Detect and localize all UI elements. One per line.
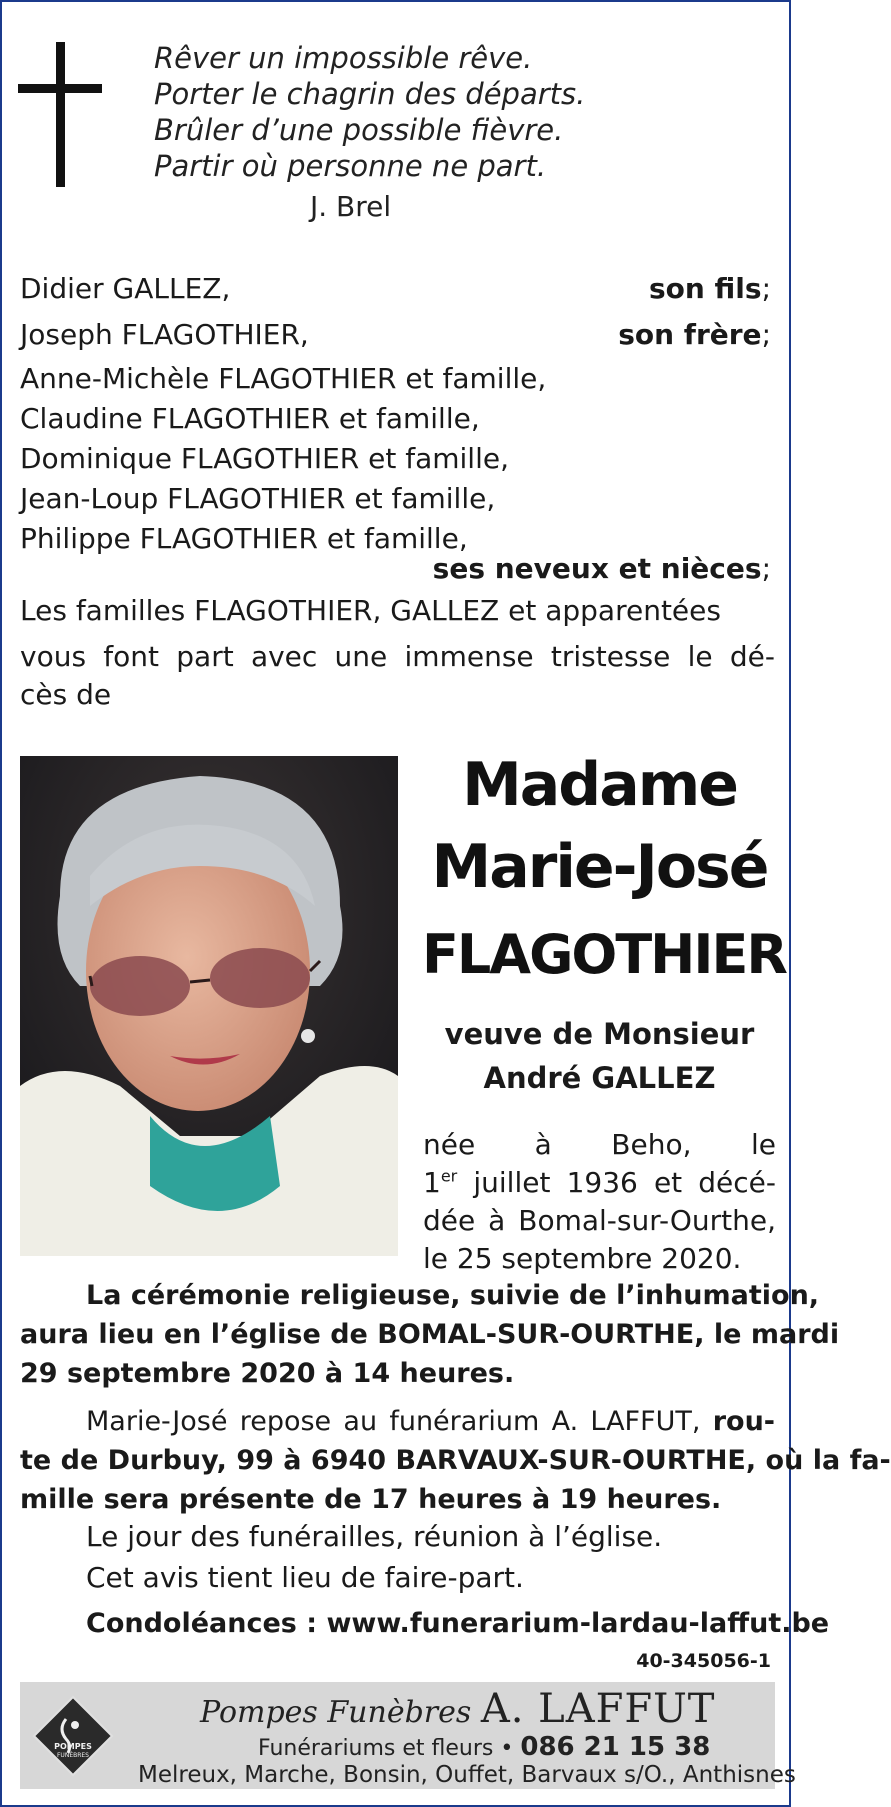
- nephews-relation: ses neveux et nièces: [432, 552, 762, 585]
- notice-line: Cet avis tient lieu de faire-part.: [86, 1561, 524, 1594]
- brother-relation: son frère: [618, 318, 762, 351]
- announce-line: cès de: [20, 678, 112, 711]
- semicolon: ;: [761, 318, 771, 351]
- cross-icon: [18, 42, 102, 187]
- birth-line: née à Beho, le: [423, 1128, 776, 1161]
- poem-author: J. Brel: [310, 190, 392, 223]
- poem-line: Partir où personne ne part.: [154, 149, 547, 183]
- funeral-home-label: Pompes Funèbres: [200, 1695, 481, 1730]
- reference-code: 40-345056-1: [636, 1650, 771, 1672]
- semicolon: ;: [761, 552, 771, 585]
- condolences-line[interactable]: Condoléances : www.funerarium-lardau-laffut.be: [86, 1608, 830, 1639]
- ceremony-line: 29 septembre 2020 à 14 heures.: [20, 1358, 515, 1389]
- rest-line: Marie-José repose au funérarium A. LAFFUT,: [86, 1406, 713, 1437]
- birth-rest: juillet 1936 et décé-: [457, 1166, 776, 1199]
- poem-line: Rêver un impossible rêve.: [154, 41, 533, 75]
- portrait-image: [20, 756, 398, 1256]
- funeral-home-footer: [20, 1682, 796, 1789]
- ceremony-line: aura lieu en l’église de BOMAL-SUR-OURTHE, le mardi: [20, 1319, 840, 1350]
- funeral-home-name: [200, 1686, 715, 1732]
- nephew-line: Claudine FLAGOTHIER et famille,: [20, 402, 480, 435]
- rest-line-bold: rou-: [712, 1406, 775, 1437]
- funeral-home-locations: Melreux, Marche, Bonsin, Ouffet, Barvaux s/O., Anthisnes: [138, 1762, 796, 1788]
- poem-line: Porter le chagrin des départs.: [154, 77, 586, 111]
- rest-paragraph: [20, 1402, 891, 1519]
- ceremony-paragraph: [20, 1276, 840, 1393]
- semicolon: ;: [761, 272, 771, 305]
- funeral-home-brand: A. LAFFUT: [480, 1686, 716, 1732]
- widow-line-1: veuve de Monsieur: [444, 1017, 755, 1051]
- families-line: Les familles FLAGOTHIER, GALLEZ et apparentées: [20, 594, 721, 627]
- portrait-photo: [20, 756, 398, 1256]
- funeral-home-contact: [258, 1732, 710, 1762]
- nephew-line: Philippe FLAGOTHIER et famille,: [20, 522, 468, 555]
- birth-day-suffix: er: [440, 1166, 458, 1186]
- deceased-title: Madame: [462, 750, 737, 820]
- birth-text: [423, 1126, 776, 1278]
- poem: [154, 40, 585, 184]
- logo-text: FUNÈBRES: [56, 1752, 90, 1759]
- birth-line: dée à Bomal-sur-Ourthe,: [423, 1204, 776, 1237]
- phone-number[interactable]: 086 21 15 38: [520, 1732, 711, 1762]
- family-row-son: [20, 270, 771, 308]
- logo-text: POMPES: [54, 1742, 92, 1751]
- announce-line: vous font part avec une immense tristesse le dé-: [20, 640, 775, 673]
- birth-line: [423, 1164, 776, 1202]
- ceremony-line: La cérémonie religieuse, suivie de l’inhumation,: [86, 1280, 820, 1311]
- birth-day: 1: [423, 1166, 441, 1199]
- services-text: Funérariums et fleurs •: [258, 1736, 521, 1761]
- funeral-home-logo-icon: [32, 1695, 114, 1777]
- deceased-first-name: Marie-José: [431, 832, 768, 902]
- rest-line: mille sera présente de 17 heures à 19 heures.: [20, 1484, 722, 1515]
- funeral-day-line: Le jour des funérailles, réunion à l’église.: [86, 1520, 663, 1553]
- deceased-last-name: FLAGOTHIER: [422, 923, 786, 986]
- family-row-brother: [20, 316, 771, 354]
- poem-line: Brûler d’une possible fièvre.: [154, 113, 564, 147]
- nephew-line: Anne-Michèle FLAGOTHIER et famille,: [20, 362, 547, 395]
- son-relation: son fils: [648, 272, 762, 305]
- son-name: Didier GALLEZ,: [20, 272, 231, 305]
- brother-name: Joseph FLAGOTHIER,: [20, 318, 309, 351]
- birth-line: le 25 septembre 2020.: [423, 1242, 742, 1275]
- widow-line-2: André GALLEZ: [483, 1061, 716, 1095]
- nephew-line: Dominique FLAGOTHIER et famille,: [20, 442, 509, 475]
- rest-line: te de Durbuy, 99 à 6940 BARVAUX-SUR-OURTHE, où la fa-: [20, 1445, 891, 1476]
- nephew-line: Jean-Loup FLAGOTHIER et famille,: [20, 482, 496, 515]
